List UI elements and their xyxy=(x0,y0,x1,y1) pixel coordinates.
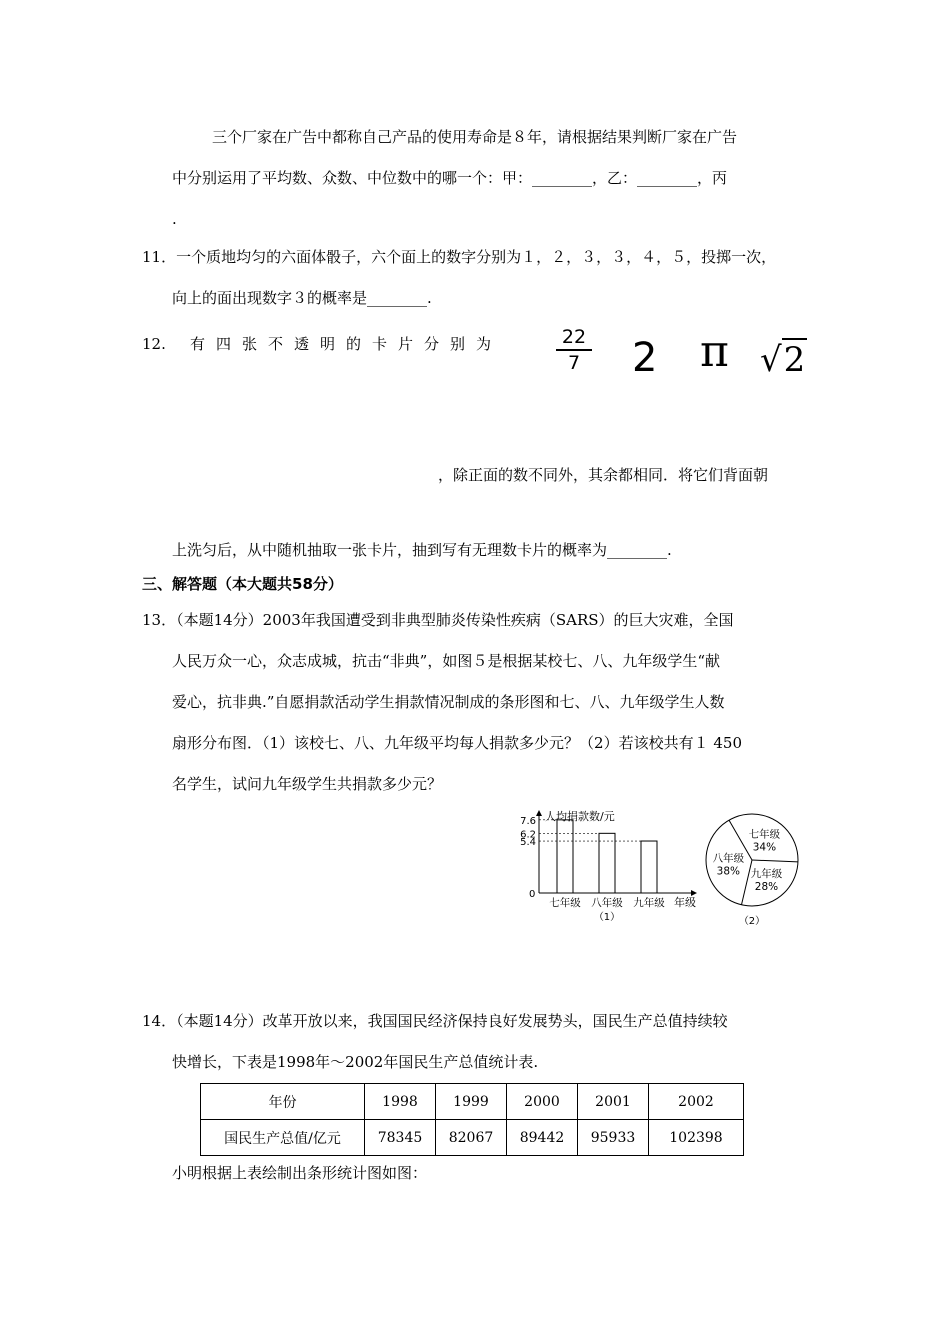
table-cell: 2002 xyxy=(649,1084,744,1120)
pie-slice-value: 38% xyxy=(716,865,741,878)
y-tick-label: 5.4 xyxy=(520,837,536,849)
q10-line-1: 三个厂家在广告中都称自己产品的使用寿命是８年，请根据结果判断厂家在广告 xyxy=(212,128,738,146)
origin-label: 0 xyxy=(529,889,536,900)
q11-line-2: 向上的面出现数字３的概率是________. xyxy=(172,289,432,307)
q12-intro: 有四张不透明的卡片分别为 xyxy=(190,335,503,353)
table-header-row xyxy=(201,1084,744,1120)
table-cell: 78345 xyxy=(365,1120,436,1156)
q12-number: 12. xyxy=(142,335,166,353)
bar xyxy=(641,841,657,893)
q13-line-2: 人民万众一心，众志成城，抗击“非典”，如图５是根据某校七、八、九年级学生“献 xyxy=(172,652,721,670)
table-cell: 国民生产总值/亿元 xyxy=(201,1120,365,1156)
q13-line-1: 13．（本题14分）2003年我国遭受到非典型肺炎传染性疾病（SARS）的巨大灾难，全国 xyxy=(142,611,734,629)
card-pi: π xyxy=(700,326,729,377)
radical-sign: √ xyxy=(760,340,782,380)
q14-line-2: 快增长，下表是1998年～2002年国民生产总值统计表. xyxy=(172,1053,539,1071)
q10-line-3: . xyxy=(172,210,177,228)
table-cell: 102398 xyxy=(649,1120,744,1156)
fraction-numerator: 22 xyxy=(561,326,587,348)
bar xyxy=(599,833,615,893)
pie-slice-divider xyxy=(752,860,798,862)
pie-slice-divider xyxy=(741,860,752,905)
card-fraction xyxy=(556,326,592,374)
card-sqrt xyxy=(760,340,807,380)
q14-line-1: 14．（本题14分）改革开放以来，我国国民经济保持良好发展势头，国民生产总值持续较 xyxy=(142,1012,728,1030)
q13-line-4: 扇形分布图．（1）该校七、八、九年级平均每人捐款多少元？（2）若该校共有１ 450 xyxy=(172,734,742,752)
category-label: 八年级 xyxy=(591,897,623,909)
gdp-table xyxy=(200,1083,744,1156)
card-two: 2 xyxy=(632,335,658,381)
q10-line-2: 中分别运用了平均数、众数、中位数中的哪一个：甲：________，乙：________，丙 xyxy=(172,169,728,187)
table-cell: 年份 xyxy=(201,1084,365,1120)
q12-line-2: ，除正面的数不同外，其余都相同．将它们背面朝 xyxy=(438,466,769,484)
x-axis-label: 年级 xyxy=(674,896,696,909)
fraction-bar xyxy=(556,349,592,351)
y-tick-label: 7.6 xyxy=(520,815,536,827)
fraction-denominator: 7 xyxy=(567,352,581,374)
radicand: 2 xyxy=(783,340,806,380)
category-label: 九年级 xyxy=(633,897,665,909)
chart-caption: （1） xyxy=(593,912,621,923)
category-label: 七年级 xyxy=(549,897,581,909)
pie-slice-value: 28% xyxy=(754,881,779,894)
chart-caption: （2） xyxy=(738,916,766,927)
y-axis-arrow xyxy=(536,810,542,816)
section-title: 三、解答题（本大题共58分） xyxy=(142,575,343,593)
pie-slice-label: 八年级 xyxy=(712,852,745,865)
student-pie-chart xyxy=(702,808,812,933)
y-axis-label: 人均捐款数/元 xyxy=(545,810,615,823)
q14-after-text: 小明根据上表绘制出条形统计图如图： xyxy=(172,1164,428,1182)
table-cell: 2000 xyxy=(507,1084,578,1120)
pie-slice-value: 34% xyxy=(752,841,777,854)
table-cell: 2001 xyxy=(578,1084,649,1120)
q11-line-1: 11．一个质地均匀的六面体骰子，六个面上的数字分别为１，２，３，３，４，５，投掷一次， xyxy=(142,248,777,266)
table-cell: 1998 xyxy=(365,1084,436,1120)
pie-slice-label: 七年级 xyxy=(748,828,781,841)
q13-line-3: 爱心，抗非典.”自愿捐款活动学生捐款情况制成的条形图和七、八、九年级学生人数 xyxy=(172,693,725,711)
pie-slice-label: 九年级 xyxy=(750,868,783,881)
donation-bar-chart xyxy=(505,805,710,930)
table-cell: 95933 xyxy=(578,1120,649,1156)
table-cell: 82067 xyxy=(436,1120,507,1156)
table-row xyxy=(201,1120,744,1156)
table-cell: 1999 xyxy=(436,1084,507,1120)
bar xyxy=(557,820,573,893)
q13-line-5: 名学生，试问九年级学生共捐款多少元？ xyxy=(172,775,443,793)
table-cell: 89442 xyxy=(507,1120,578,1156)
q12-line-3: 上洗匀后，从中随机抽取一张卡片，抽到写有无理数卡片的概率为________. xyxy=(172,541,672,559)
y-tick-label: 6.2 xyxy=(520,829,536,841)
